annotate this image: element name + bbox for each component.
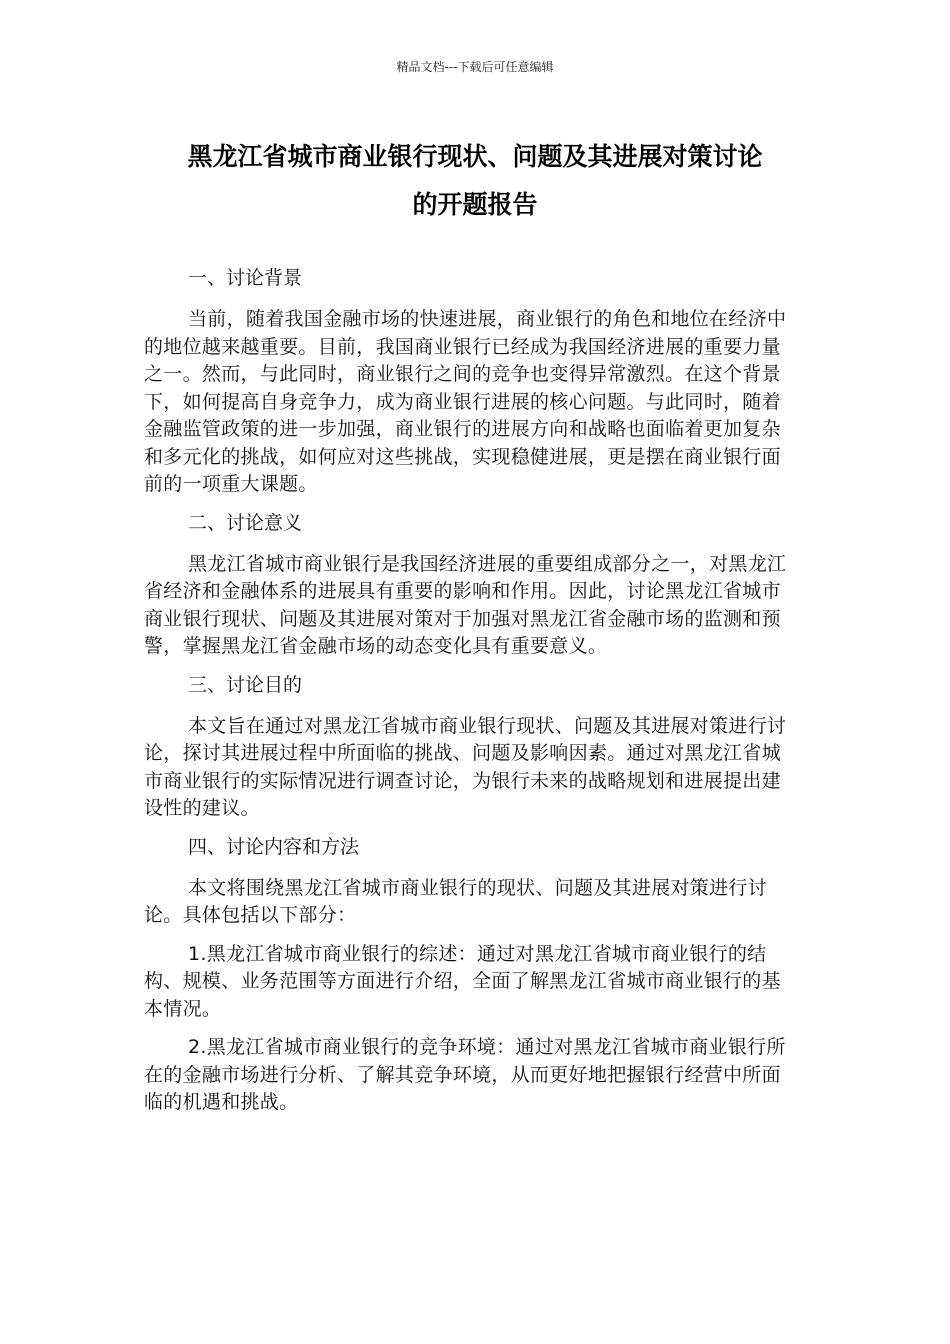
section-background — [144, 265, 794, 499]
list-item: 2.黑龙江省城市商业银行的竞争环境：通过对黑龙江省城市商业银行所在的金融市场进行分析、了解其竞争环境，从而更好地把握银行经营中所面临的机遇和挑战。 — [144, 1036, 786, 1113]
section-heading: 四、讨论内容和方法 — [188, 835, 360, 858]
paragraph: 本文将围绕黑龙江省城市商业银行的现状、问题及其进展对策进行讨论。具体包括以下部分： — [144, 876, 768, 926]
paragraph: 黑龙江省城市商业银行是我国经济进展的重要组成部分之一，对黑龙江省经济和金融体系的进展具有重要的影响和作用。因此，讨论黑龙江省城市商业银行现状、问题及其进展对策对于加强对黑龙江省金融市场的监测和预警，掌握黑龙江省金融市场的动态变化具有重要意义。 — [144, 552, 787, 657]
document-body — [144, 265, 794, 1128]
paragraph: 当前，随着我国金融市场的快速进展，商业银行的角色和地位在经济中的地位越来越重要。目前，我国商业银行已经成为我国经济进展的重要力量之一。然而，与此同时，商业银行之间的竞争也变得异常激烈。在这个背景下，如何提高自身竞争力，成为商业银行进展的核心问题。与此同时，随着金融监管政策的进一步加强，商业银行的进展方向和战略也面临着更加复杂和多元化的挑战，如何应对这些挑战，实现稳健进展，更是摆在商业银行面前的一项重大课题。 — [144, 308, 787, 495]
section-purpose — [144, 672, 794, 823]
section-heading: 二、讨论意义 — [188, 511, 303, 534]
section-content-methods — [144, 834, 794, 1117]
header-note: 精品文档---下载后可任意编辑 — [396, 60, 554, 74]
list-item: 1.黑龙江省城市商业银行的综述：通过对黑龙江省城市商业银行的结构、规模、业务范围等方面进行介绍，全面了解黑龙江省城市商业银行的基本情况。 — [144, 942, 781, 1020]
section-significance — [144, 510, 794, 661]
section-heading: 三、讨论目的 — [188, 673, 303, 696]
title-line-1: 黑龙江省城市商业银行现状、问题及其进展对策讨论 — [187, 142, 763, 171]
document-title — [140, 133, 810, 229]
title-line-2: 的开题报告 — [412, 190, 538, 219]
section-heading: 一、讨论背景 — [188, 267, 303, 289]
paragraph: 本文旨在通过对黑龙江省城市商业银行现状、问题及其进展对策进行讨论，探讨其进展过程中所面临的挑战、问题及影响因素。通过对黑龙江省城市商业银行的实际情况进行调查讨论，为银行未来的战略规划和进展提出建设性的建议。 — [144, 714, 787, 819]
